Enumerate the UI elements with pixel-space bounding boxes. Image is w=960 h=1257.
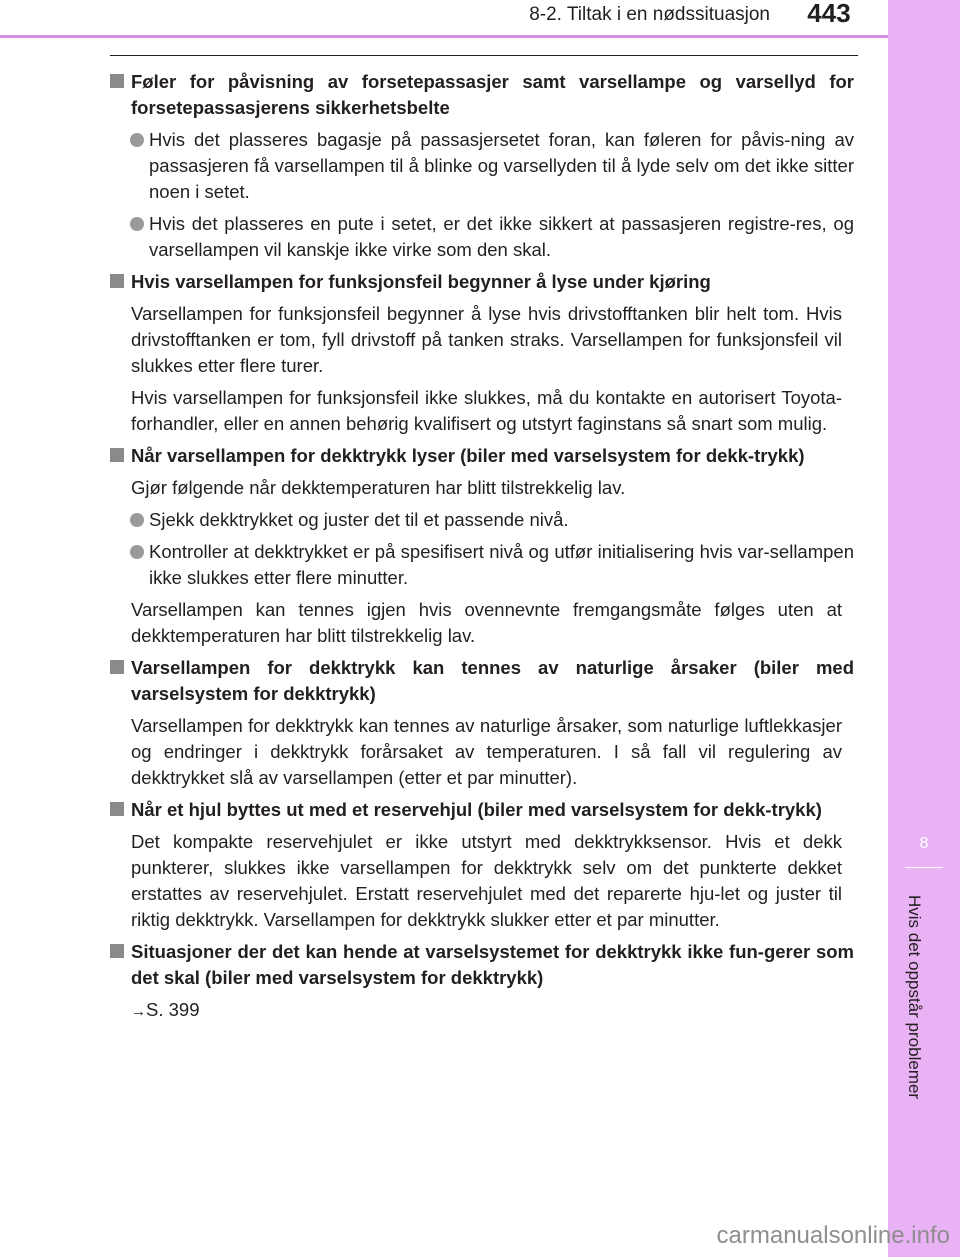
paragraph-tire-temperature: Gjør følgende når dekktemperaturen har blitt tilstrekkelig lav.: [131, 477, 626, 498]
paragraph-lamp-again: Varsellampen kan tennes igjen hvis ovennevnte fremgangsmåte følges uten at dekktemperaturen har blitt tilstrekkelig lav.: [131, 599, 842, 646]
heading-malfunction-lamp: Hvis varsellampen for funksjonsfeil begynner å lyse under kjøring: [110, 269, 854, 295]
bullet-check-pressure: Sjekk dekktrykket og juster det til et passende nivå.: [110, 507, 854, 533]
paragraph-natural-causes: Varsellampen for dekktrykk kan tennes av naturlige årsaker, som naturlige luftlekkasjer og endringer i dekktrykk forårsaket av temperaturen. I så fall vil regulering av dekktrykket slå av varsellampen (etter et par minutter).: [131, 715, 842, 788]
page-reference-text: S. 399: [146, 999, 200, 1020]
arrow-right-icon: →: [131, 1003, 146, 1020]
bullet-cushion: Hvis det plasseres en pute i setet, er det ikke sikkert at passasjeren registre-res, og varsellampen vil kanskje ikke virke som den skal.: [110, 211, 854, 263]
chapter-number: 8: [919, 835, 929, 852]
paragraph-fuel-tank: Varsellampen for funksjonsfeil begynner å lyse hvis drivstofftanken blir helt tom. Hvis drivstofftanken er tom, fyll drivstoff på tanken straks. Varsellampen for funksjonsfeil vil slukkes etter flere turer.: [131, 303, 842, 376]
watermark: carmanualsonline.info: [716, 1222, 950, 1249]
heading-spare-wheel: Når et hjul byttes ut med et reservehjul (biler med varselsystem for dekk-trykk): [110, 797, 854, 823]
chapter-divider: [905, 867, 943, 868]
heading-passenger-sensor: Føler for påvisning av forsetepassasjer samt varsellampe og varsellyd for forsetepassasjerens sikkerhetsbelte: [110, 69, 854, 121]
page-reference[interactable]: [110, 997, 854, 1025]
header-line: [0, 35, 888, 38]
chapter-title: Hvis det oppstår problemer: [905, 895, 924, 1100]
heading-tire-pressure-lamp: Når varsellampen for dekktrykk lyser (biler med varselsystem for dekk-trykk): [110, 443, 854, 469]
paragraph-contact-dealer: Hvis varsellampen for funksjonsfeil ikke slukkes, må du kontakte en autorisert Toyota-forhandler, eller en annen behørig kvalifisert og utstyrt faginstans så snart som mulig.: [131, 387, 842, 434]
page-content: [110, 63, 854, 1025]
page-number: 443: [807, 0, 851, 28]
paragraph-spare-wheel: Det kompakte reservehjulet er ikke utstyrt med dekktrykksensor. Hvis et dekk punkterer, slukkes ikke varsellampen for dekktrykk selv om det punkterte dekket erstattes av reservehjulet. Erstatt reservehjulet med det reparerte hju-let og juster til riktig dekktrykk. Varsellampen for dekktrykk slukker etter et par minutter.: [131, 831, 842, 930]
bullet-luggage: Hvis det plasseres bagasje på passasjersetet foran, kan føleren for påvis-ning av passasjeren få varsellampen til å blinke og varsellyden til å lyde selv om det ikke sitter noen i setet.: [110, 127, 854, 205]
heading-system-malfunction: Situasjoner der det kan hende at varselsystemet for dekktrykk ikke fun-gerer som det skal (biler med varselsystem for dekktrykk): [110, 939, 854, 991]
heading-natural-causes: Varsellampen for dekktrykk kan tennes av naturlige årsaker (biler med varselsystem for dekktrykk): [110, 655, 854, 707]
content-top-rule: [110, 55, 858, 56]
bullet-initialize: Kontroller at dekktrykket er på spesifisert nivå og utfør initialisering hvis var-sellampen ikke slukkes etter flere minutter.: [110, 539, 854, 591]
chapter-side-tab: [888, 0, 960, 1257]
section-title: 8-2. Tiltak i en nødssituasjon: [529, 4, 770, 25]
